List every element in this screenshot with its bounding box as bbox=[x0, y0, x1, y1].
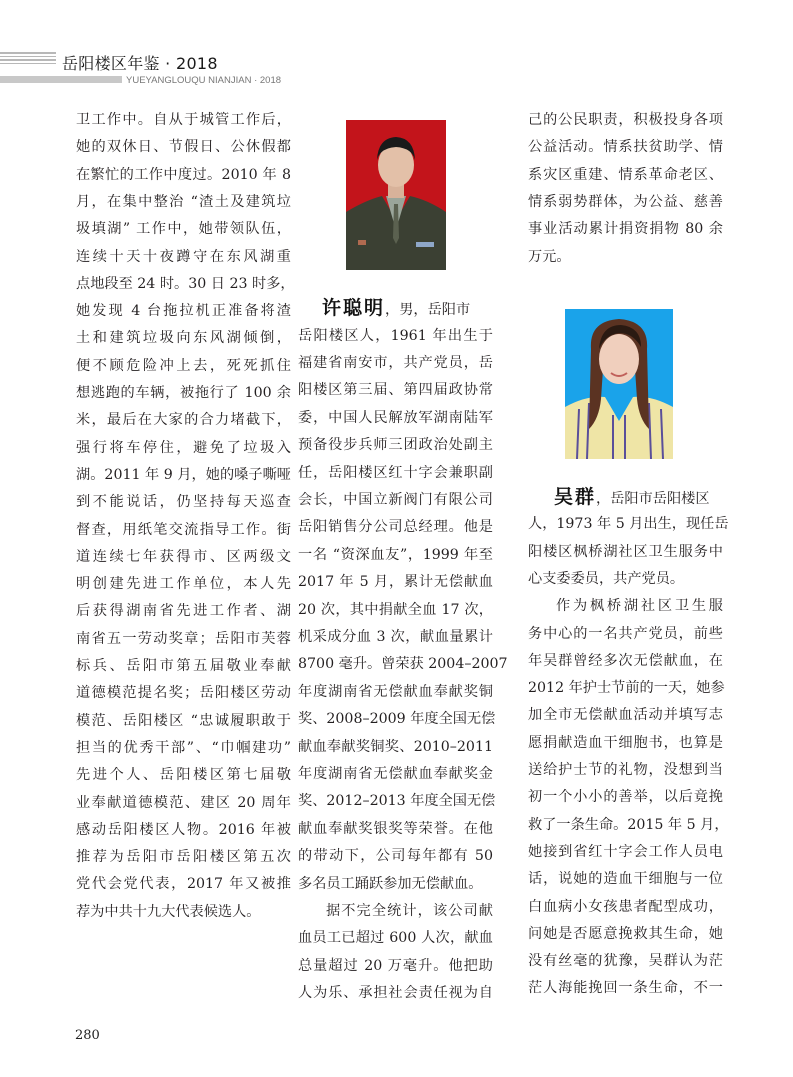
text-line: 血员工已超过 600 人次，献血 bbox=[298, 930, 493, 947]
text-line: 20 次，其中捐献全血 17 次， bbox=[298, 601, 493, 618]
text-line: 想逃跑的车辆，被拖行了 100 余 bbox=[76, 385, 291, 401]
text-line: 湖。2011 年 9 月，她的嗓子嘶哑 bbox=[76, 466, 291, 483]
text-line: 愿捐献造血干细胞书，也算是 bbox=[528, 734, 723, 751]
text-line: 任，岳阳楼区红十字会兼职副 bbox=[298, 464, 493, 481]
text-line: 机采成分血 3 次，献血量累计 bbox=[298, 628, 493, 645]
text-line: 献血奉献奖银奖等荣誉。在他 bbox=[298, 820, 493, 837]
text-line: 会长，中国立新阀门有限公司 bbox=[298, 491, 493, 508]
person-1-heading bbox=[298, 298, 493, 318]
text-line: 她发现 4 台拖拉机正准备将渣 bbox=[76, 303, 291, 320]
text-line: 阳楼区第三届、第四届政协常 bbox=[298, 382, 493, 399]
text-line: 奖、2008–2009 年度全国无偿 bbox=[298, 711, 496, 728]
portrait-photo-wu-qun bbox=[565, 309, 673, 459]
person-1-intro: ，男，岳阳市 bbox=[385, 302, 471, 318]
text-line: 荐为中共十九大代表候选人。 bbox=[76, 903, 261, 920]
text-line: 事业活动累计捐资捐物 80 余 bbox=[528, 221, 723, 238]
person-2-name: 吴群 bbox=[554, 486, 597, 508]
text-line: 年吴群曾经多次无偿献血，在 bbox=[528, 652, 723, 669]
page-number: 280 bbox=[75, 1028, 100, 1043]
text-line: 2017 年 5 月，累计无偿献血 bbox=[298, 574, 493, 591]
text-line: 话，说她的造血干细胞与一位 bbox=[528, 871, 723, 888]
text-line: 米，最后在大家的合力堵截下， bbox=[76, 412, 291, 429]
text-line: 她接到省红十字会工作人员电 bbox=[528, 843, 723, 860]
text-line: 岳阳楼区人，1961 年出生于 bbox=[298, 327, 493, 344]
text-line: 阳楼区枫桥湖社区卫生服务中 bbox=[528, 543, 723, 560]
text-line: 先进个人、岳阳楼区第七届敬 bbox=[76, 767, 291, 784]
text-line: 一名 “资深血友”，1999 年至 bbox=[298, 546, 493, 563]
portrait-xu-congming-image bbox=[346, 120, 446, 270]
text-line: 后获得湖南省先进工作者、湖 bbox=[76, 603, 291, 620]
text-line: 到不能说话，仍坚持每天巡查 bbox=[76, 494, 291, 511]
text-line: 多名员工踊跃参加无偿献血。 bbox=[298, 875, 483, 892]
text-line: 奖、2012–2013 年度全国无偿 bbox=[298, 793, 496, 810]
text-line: 连续十天十夜蹲守在东风湖重 bbox=[76, 248, 291, 265]
text-line: 福建省南安市，共产党员，岳 bbox=[298, 354, 493, 371]
text-line: 己的公民职责，积极投身各项 bbox=[528, 112, 723, 128]
text-line: 白血病小女孩患者配型成功， bbox=[528, 898, 723, 915]
text-line: 圾填湖” 工作中，她带领队伍， bbox=[76, 221, 291, 238]
text-line: 救了一条生命。2015 年 5 月， bbox=[528, 816, 729, 833]
text-line: 土和建筑垃圾向东风湖倾倒， bbox=[76, 330, 291, 347]
text-line: 标兵、岳阳市第五届敬业奉献 bbox=[76, 658, 291, 674]
portrait-wu-qun-image bbox=[565, 309, 673, 459]
text-line: 问她是否愿意挽救其生命，她 bbox=[528, 925, 723, 942]
text-line: 模范、岳阳楼区 “忠诚履职敢于 bbox=[76, 712, 291, 729]
header-decoration-lines bbox=[0, 52, 56, 68]
text-line: 卫工作中。自从于城管工作后， bbox=[76, 112, 291, 128]
text-line: 担当的优秀干部”、“巾帼建功” bbox=[76, 739, 291, 756]
text-line: 她的双休日、节假日、公休假都 bbox=[76, 139, 291, 156]
text-line: 没有丝毫的犹豫，吴群认为茫 bbox=[528, 953, 723, 970]
text-line: 万元。 bbox=[528, 248, 571, 265]
text-line: 送给护士节的礼物，没想到当 bbox=[528, 762, 723, 778]
text-line: 委，中国人民解放军湖南陆军 bbox=[298, 409, 493, 426]
text-line: 便不顾危险冲上去，死死抓住 bbox=[76, 357, 291, 374]
text-line: 道连续七年获得市、区两级文 bbox=[76, 548, 291, 565]
text-line: 推荐为岳阳市岳阳楼区第五次 bbox=[76, 849, 291, 866]
person-1-name: 许聪明 bbox=[322, 297, 386, 319]
text-line: 预备役步兵师三团政治处副主 bbox=[298, 437, 493, 454]
header-decoration-bar bbox=[0, 76, 122, 83]
text-line: 强行将车停住，避免了垃圾入 bbox=[76, 439, 291, 456]
text-line: 明创建先进工作单位，本人先 bbox=[76, 576, 291, 593]
text-line: 月，在集中整治 “渣土及建筑垃 bbox=[76, 193, 291, 210]
text-line: 人为乐、承担社会责任视为自 bbox=[298, 985, 493, 1002]
text-line: 人，1973 年 5 月出生，现任岳 bbox=[528, 516, 729, 533]
text-line: 督查，用纸笔交流指导工作。街 bbox=[76, 521, 291, 538]
portrait-photo-xu-congming bbox=[346, 120, 446, 270]
text-line: 总量超过 20 万毫升。他把助 bbox=[298, 957, 493, 974]
text-line: 岳阳销售分公司总经理。他是 bbox=[298, 519, 493, 536]
text-line: 在繁忙的工作中度过。2010 年 8 bbox=[76, 166, 291, 183]
text-line: 公益活动。情系扶贫助学、情 bbox=[528, 139, 723, 156]
header-title: 岳阳楼区年鉴 · 2018 bbox=[62, 54, 218, 73]
text-line: 感动岳阳楼区人物。2016 年被 bbox=[76, 821, 291, 838]
header-subtitle: YUEYANGLOUQU NIANJIAN · 2018 bbox=[126, 75, 282, 86]
text-line: 作为枫桥湖社区卫生服 bbox=[556, 598, 723, 615]
text-line: 业奉献道德模范、建区 20 周年 bbox=[76, 794, 291, 811]
text-line: 献血奉献奖铜奖、2010–2011 bbox=[298, 738, 493, 755]
text-line: 南省五一劳动奖章；岳阳市芙蓉 bbox=[76, 630, 291, 647]
text-line: 党代会党代表，2017 年又被推 bbox=[76, 876, 291, 893]
text-line: 2012 年护士节前的一天，她参 bbox=[528, 680, 725, 697]
text-line: 初一个小小的善举，以后竟挽 bbox=[528, 789, 723, 806]
text-line: 务中心的一名共产党员，前些 bbox=[528, 625, 723, 642]
person-2-intro: ，岳阳市岳阳楼区 bbox=[596, 491, 710, 507]
text-line: 年度湖南省无偿献血奉献奖铜 bbox=[298, 683, 493, 700]
text-line: 心支委委员，共产党员。 bbox=[528, 570, 685, 587]
text-line: 的带动下，公司每年都有 50 bbox=[298, 848, 493, 865]
person-2-heading bbox=[528, 487, 723, 507]
text-line: 8700 毫升。曾荣获 2004–2007 bbox=[298, 656, 508, 673]
text-line: 情系弱势群体，为公益、慈善 bbox=[528, 193, 723, 210]
text-line: 点地段至 24 时。30 日 23 时多， bbox=[76, 275, 295, 292]
text-line: 系灾区重建、情系革命老区、 bbox=[528, 166, 723, 183]
text-line: 据不完全统计，该公司献 bbox=[326, 902, 493, 919]
text-line: 加全市无偿献血活动并填写志 bbox=[528, 707, 723, 724]
text-line: 茫人海能挽回一条生命，不一 bbox=[528, 980, 723, 997]
text-line: 年度湖南省无偿献血奉献奖金 bbox=[298, 765, 493, 782]
text-line: 道德模范提名奖；岳阳楼区劳动 bbox=[76, 685, 291, 702]
